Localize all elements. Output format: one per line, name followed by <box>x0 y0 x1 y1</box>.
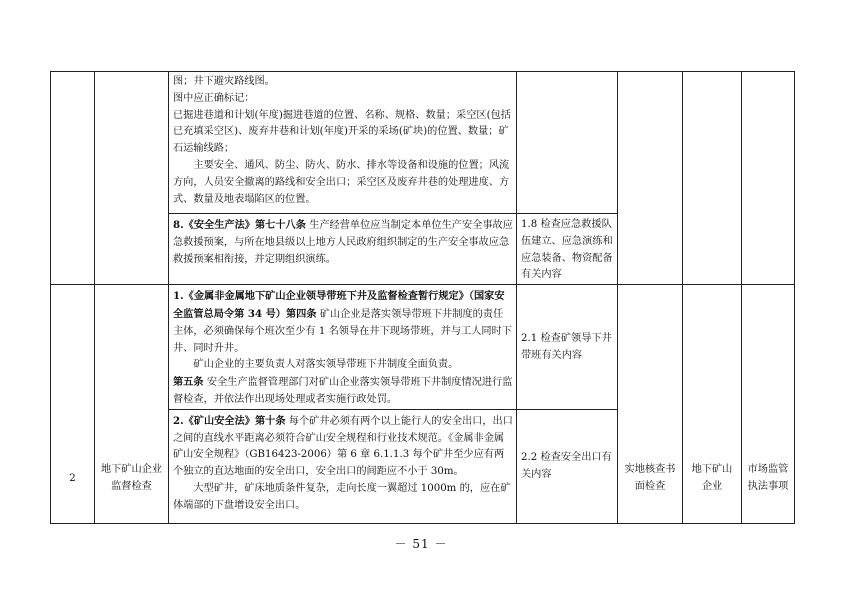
matter-cell <box>742 72 795 285</box>
check-item-cell <box>517 285 618 410</box>
no-cell <box>51 285 95 524</box>
check-item-cell <box>517 214 618 285</box>
object-cell <box>683 285 742 524</box>
law-text: 生产经营单位应当制定本单位生产安全事故应急救援预案，与所在地县级以上地方人民政府组织制定的生产安全事故应急救援预案相衔接，并定期组织演练。 <box>173 220 513 265</box>
check-item-cell <box>517 409 618 523</box>
check-item-cell <box>517 72 618 214</box>
category-cell <box>95 72 169 285</box>
table-row <box>51 285 795 410</box>
row-number: 2 <box>69 472 76 484</box>
category-cell <box>95 285 169 524</box>
no-cell <box>51 72 95 285</box>
article-text: 安全生产监督管理部门对矿山企业落实领导带班下井制度情况进行监督检查，并依法作出现场处理或者实施行政处罚。 <box>173 377 513 405</box>
content-cell <box>169 285 517 410</box>
category-text: 地下矿山企业监督检查 <box>100 464 163 492</box>
law-title: 8.《安全生产法》第七十八条 <box>173 219 306 231</box>
matter-text: 市场监管执法事项 <box>747 464 789 492</box>
law-text: 矿山企业是落实领导带班下井制度的责任主体，必须确保每个班次至少有 1 名领导在井下现场带班，并与工人同时下井、同时升井。 <box>173 308 512 354</box>
law-paragraph: 大型矿井，矿床地质条件复杂，走向长度一翼超过 1000m 的，应在矿体端部的下盘增设安全出口。 <box>173 482 511 511</box>
law-paragraph: 矿山企业的主要负责人对落实领导带班下井制度全面负责。 <box>193 359 459 371</box>
page-number: － 51 － <box>394 537 448 551</box>
check-item-text: 2.2 检查安全出口有关内容 <box>521 452 612 481</box>
law-title: 2.《矿山安全法》第十条 <box>173 414 286 427</box>
method-text: 实地核查书面检查 <box>624 464 676 492</box>
check-item-text: 2.1 检查矿领导下井带班有关内容 <box>521 333 612 361</box>
content-cell <box>169 72 517 214</box>
content-line: 主要安全、通风、防尘、防火、防水、排水等设备和设施的位置；风流方向，人员安全撤离的路线和安全出口；采空区及废弃井巷的处理进度、方式、数量及地表塌陷区的位置。 <box>173 159 510 205</box>
content-line: 已掘进巷道和计划(年度)掘进巷道的位置、名称、规格、数量；采空区(包括已充填采空区)、废弃井巷和计划(年度)开采的采场(矿块)的位置、数量；矿石运输线路； <box>173 109 511 155</box>
inspection-table <box>50 71 795 524</box>
object-cell <box>683 72 742 285</box>
check-item-text: 1.8 检查应急救援队伍建立、应急演练和应急装备、物资配备有关内容 <box>521 219 613 281</box>
content-line: 图中应正确标记： <box>173 92 255 104</box>
table-row <box>51 72 795 214</box>
content-cell <box>169 409 517 523</box>
content-cell <box>169 214 517 285</box>
object-text: 地下矿山企业 <box>691 464 733 492</box>
matter-cell <box>742 285 795 524</box>
article-title: 第五条 <box>173 376 204 389</box>
law-title: 1.《金属非金属地下矿山企业领导带班下井及监督检查暂行规定》（国家安全监管总局令第 34 号）第四条 <box>173 290 505 320</box>
method-cell <box>618 285 683 524</box>
method-cell <box>618 72 683 285</box>
law-text: 每个矿井必须有两个以上能行人的安全出口，出口之间的直线水平距离必须符合矿山安全规程和行业技术规范。《金属非金属矿山安全规程》（GB16423-2006）第 6 章 6.1.1.3 每个矿井至少应有两个独立的直达地面的安全出口，安全出口的间距应不小于 30m。 <box>173 415 513 478</box>
content-line: 图；井下避灾路线图。 <box>173 76 275 87</box>
